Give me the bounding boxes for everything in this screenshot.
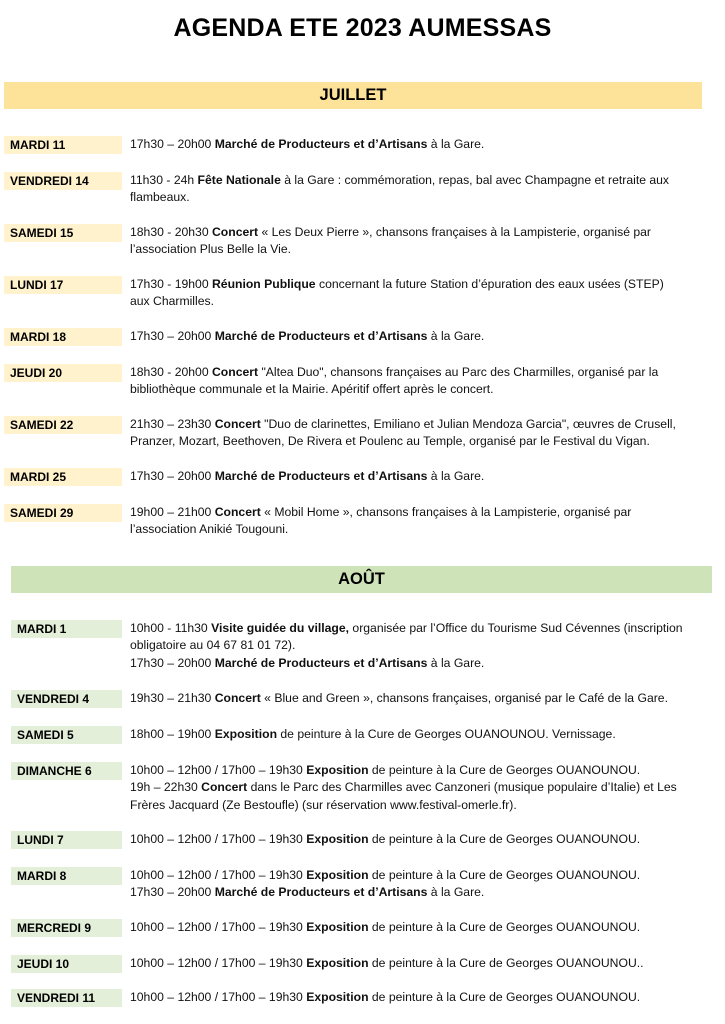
- event-text: de peinture à la Cure de Georges OUANOUNOU.: [368, 763, 641, 777]
- event-text: 10h00 – 12h00 / 17h00 – 19h30: [130, 832, 307, 846]
- event-text: Frères Jacquard (Ze Bestoufle) (sur réservation www.festival-omerle.fr).: [130, 797, 517, 812]
- event-day: JEUDI 20: [4, 364, 122, 382]
- event-text: obligatoire au 04 67 81 01 72).: [130, 638, 296, 653]
- event-text: de peinture à la Cure de Georges OUANOUNOU..: [368, 956, 644, 970]
- event-highlight: Concert: [212, 225, 259, 239]
- event-day: MARDI 25: [4, 468, 122, 486]
- event-day: MERCREDI 9: [11, 919, 122, 937]
- event-description: [130, 136, 484, 153]
- event-highlight: Visite guidée du village,: [211, 621, 350, 635]
- event-description: [130, 328, 484, 345]
- event-day: JEUDI 10: [11, 955, 122, 973]
- event-line: [130, 831, 640, 848]
- event-line: [130, 416, 676, 433]
- event-day: LUNDI 7: [11, 831, 122, 849]
- event-text: "Altea Duo", chansons françaises au Parc des Charmilles, organisé par la: [258, 365, 659, 379]
- event-text: 19h00 – 21h00: [130, 505, 215, 519]
- event-line: [130, 468, 484, 485]
- event-day: SAMEDI 5: [11, 726, 122, 744]
- event-highlight: Exposition: [306, 920, 369, 934]
- event-text: à la Gare : commémoration, repas, bal avec Champagne et retraite aux: [280, 173, 670, 187]
- event-day: LUNDI 17: [4, 276, 122, 294]
- event-description: [130, 726, 616, 743]
- event-day: MARDI 18: [4, 328, 122, 346]
- event-highlight: Réunion Publique: [212, 277, 316, 291]
- event-text: l’association Anikié Tougouni.: [130, 522, 289, 537]
- event-highlight: Exposition: [306, 832, 369, 846]
- event-line: [130, 797, 677, 814]
- event-highlight: Exposition: [306, 763, 369, 777]
- event-line: [130, 867, 640, 884]
- event-text: bibliothèque communale et la Mairie. Apéritif offert après le concert.: [130, 382, 494, 397]
- event-description: [130, 955, 644, 972]
- event-text: 17h30 – 20h00: [130, 329, 215, 343]
- event-text: de peinture à la Cure de Georges OUANOUNOU. Vernissage.: [277, 727, 616, 741]
- event-line: [130, 955, 644, 972]
- event-text: 18h30 - 20h00: [130, 365, 212, 379]
- event-description: [130, 468, 484, 485]
- event-description: [130, 762, 677, 814]
- event-description: [130, 919, 640, 936]
- event-text: 10h00 - 11h30: [130, 621, 212, 635]
- event-day: MARDI 1: [11, 620, 122, 638]
- event-line: [130, 293, 664, 310]
- event-text: à la Gare.: [427, 655, 485, 670]
- event-line: [130, 690, 668, 707]
- event-highlight: Exposition: [214, 727, 278, 741]
- event-highlight: Concert: [214, 417, 261, 431]
- event-text: 18h00 – 19h00: [130, 727, 215, 741]
- event-text: « Blue and Green », chansons françaises, organisé par le Café de la Gare.: [260, 691, 668, 705]
- event-line: [130, 655, 683, 672]
- event-line: [130, 620, 683, 637]
- event-line: [130, 637, 683, 654]
- month-label: JUILLET: [319, 86, 387, 104]
- event-line: [130, 919, 640, 936]
- event-text: à la Gare.: [427, 469, 485, 483]
- event-line: [130, 241, 651, 258]
- event-highlight: Exposition: [306, 868, 369, 882]
- event-description: [130, 416, 676, 451]
- event-text: dans le Parc des Charmilles avec Canzoneri (musique populaire d’Italie) et Les: [247, 780, 677, 795]
- event-text: 17h30 - 19h00: [130, 277, 212, 291]
- event-highlight: Exposition: [306, 956, 369, 970]
- event-highlight: Concert: [214, 505, 261, 519]
- event-day: VENDREDI 4: [11, 690, 122, 708]
- event-highlight: Concert: [214, 691, 261, 705]
- event-description: [130, 276, 664, 311]
- month-label: AOÛT: [338, 570, 385, 588]
- event-text: 17h30 – 20h00: [130, 885, 215, 900]
- event-line: [130, 381, 658, 398]
- event-text: 10h00 – 12h00 / 17h00 – 19h30: [130, 990, 307, 1004]
- event-highlight: Exposition: [306, 990, 369, 1004]
- event-description: [130, 690, 668, 707]
- event-highlight: Marché de Producteurs et d’Artisans: [214, 469, 428, 483]
- event-line: [130, 762, 677, 779]
- event-day: SAMEDI 22: [4, 416, 122, 434]
- event-line: [130, 989, 640, 1006]
- event-text: de peinture à la Cure de Georges OUANOUNOU.: [368, 832, 641, 846]
- event-text: 19h – 22h30: [130, 780, 202, 795]
- event-text: 17h30 – 20h00: [130, 469, 215, 483]
- event-day: MARDI 8: [11, 867, 122, 885]
- event-line: [130, 172, 669, 189]
- event-highlight: Concert: [212, 365, 259, 379]
- event-text: à la Gare.: [427, 885, 485, 900]
- event-text: 18h30 - 20h30: [130, 225, 212, 239]
- event-text: à la Gare.: [427, 137, 485, 151]
- event-text: « Les Deux Pierre », chansons françaises à la Lampisterie, organisé par: [258, 225, 651, 239]
- page-title: AGENDA ETE 2023 AUMESSAS: [173, 14, 552, 42]
- event-text: de peinture à la Cure de Georges OUANOUNOU.: [368, 990, 641, 1004]
- event-text: « Mobil Home », chansons françaises à la Lampisterie, organisé par: [260, 505, 632, 519]
- event-text: 10h00 – 12h00 / 17h00 – 19h30: [130, 920, 307, 934]
- event-line: [130, 136, 484, 153]
- event-text: 17h30 – 20h00: [130, 655, 215, 670]
- event-text: "Duo de clarinettes, Emiliano et Julian Mendoza Garcia", œuvres de Crusell,: [260, 417, 676, 431]
- event-text: Pranzer, Mozart, Beethoven, De Rivera et Poulenc au Temple, organisé par le Festival du Vigan.: [130, 434, 650, 449]
- event-description: [130, 224, 651, 259]
- event-description: [130, 620, 683, 672]
- event-text: organisée par l’Office du Tourisme Sud Cévennes (inscription: [349, 621, 683, 635]
- event-day: VENDREDI 11: [11, 989, 122, 1007]
- event-text: 10h00 – 12h00 / 17h00 – 19h30: [130, 763, 307, 777]
- event-description: [130, 504, 631, 539]
- event-line: [130, 779, 677, 796]
- event-line: [130, 189, 669, 206]
- event-description: [130, 364, 658, 399]
- event-highlight: Marché de Producteurs et d’Artisans: [214, 329, 428, 343]
- event-text: aux Charmilles.: [130, 294, 214, 309]
- event-day: MARDI 11: [4, 136, 122, 154]
- event-description: [130, 172, 669, 207]
- event-line: [130, 521, 631, 538]
- event-line: [130, 276, 664, 293]
- event-line: [130, 504, 631, 521]
- event-line: [130, 224, 651, 241]
- event-line: [130, 884, 640, 901]
- event-day: SAMEDI 29: [4, 504, 122, 522]
- event-day: DIMANCHE 6: [11, 762, 122, 780]
- event-text: 11h30 - 24h: [130, 173, 198, 187]
- event-text: 19h30 – 21h30: [130, 691, 215, 705]
- event-day: VENDREDI 14: [4, 172, 122, 190]
- event-highlight: Concert: [201, 780, 248, 795]
- event-text: 17h30 – 20h00: [130, 137, 215, 151]
- month-header-august: [11, 566, 712, 593]
- event-description: [130, 831, 640, 848]
- event-text: 21h30 – 23h30: [130, 417, 215, 431]
- event-description: [130, 867, 640, 902]
- event-line: [130, 364, 658, 381]
- event-highlight: Marché de Producteurs et d’Artisans: [214, 137, 428, 151]
- event-text: concernant la future Station d’épuration des eaux usées (STEP): [315, 277, 664, 291]
- event-highlight: Marché de Producteurs et d’Artisans: [214, 655, 428, 670]
- event-text: l’association Plus Belle la Vie.: [130, 242, 292, 257]
- event-description: [130, 989, 640, 1006]
- event-text: 10h00 – 12h00 / 17h00 – 19h30: [130, 868, 307, 882]
- event-highlight: Fête Nationale: [197, 173, 281, 187]
- event-line: [130, 328, 484, 345]
- event-text: à la Gare.: [427, 329, 485, 343]
- event-highlight: Marché de Producteurs et d’Artisans: [214, 885, 428, 900]
- event-text: 10h00 – 12h00 / 17h00 – 19h30: [130, 956, 307, 970]
- event-text: flambeaux.: [130, 190, 190, 205]
- event-line: [130, 433, 676, 450]
- event-text: de peinture à la Cure de Georges OUANOUNOU.: [368, 920, 641, 934]
- month-header-july: [4, 82, 702, 109]
- event-line: [130, 726, 616, 743]
- event-text: de peinture à la Cure de Georges OUANOUNOU.: [368, 868, 641, 882]
- event-day: SAMEDI 15: [4, 224, 122, 242]
